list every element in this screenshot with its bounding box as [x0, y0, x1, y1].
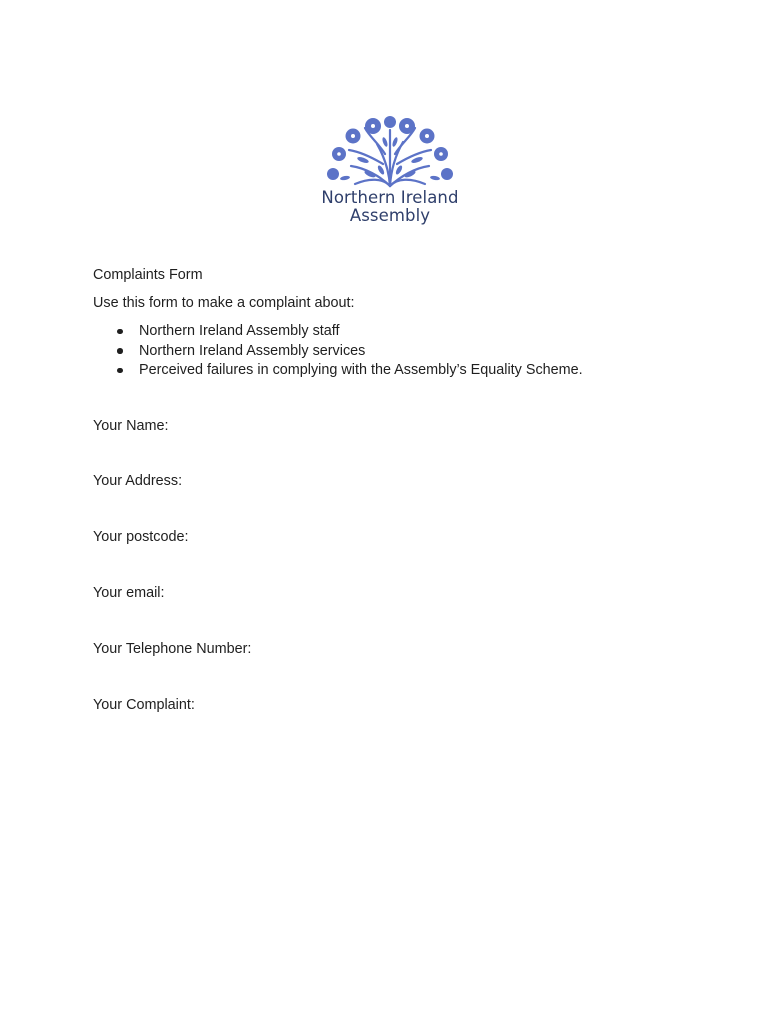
email-field-label: Your email:	[93, 585, 165, 601]
form-intro: Use this form to make a complaint about:	[93, 295, 355, 311]
list-item-text: Northern Ireland Assembly staff	[139, 323, 340, 339]
bullet-icon	[117, 368, 123, 374]
postcode-field-label: Your postcode:	[93, 529, 189, 545]
list-item-text: Perceived failures in complying with the Assembly’s Equality Scheme.	[139, 362, 583, 378]
assembly-logo	[305, 114, 475, 232]
logo-text-line2: Assembly	[349, 206, 431, 225]
telephone-field-label: Your Telephone Number:	[93, 641, 252, 657]
form-title: Complaints Form	[93, 267, 203, 283]
list-item	[93, 342, 583, 362]
complaint-field-label: Your Complaint:	[93, 697, 195, 713]
name-field-label: Your Name:	[93, 418, 169, 434]
logo-text-line1: Northern Ireland	[321, 188, 459, 207]
list-item	[93, 361, 583, 381]
bullet-icon	[117, 329, 123, 335]
flax-flower-emblem-icon	[325, 114, 455, 188]
bullet-icon	[117, 348, 123, 354]
list-item-text: Northern Ireland Assembly services	[139, 342, 366, 359]
list-item	[93, 322, 583, 342]
address-field-label: Your Address:	[93, 473, 183, 489]
complaint-topics-list	[93, 322, 583, 381]
